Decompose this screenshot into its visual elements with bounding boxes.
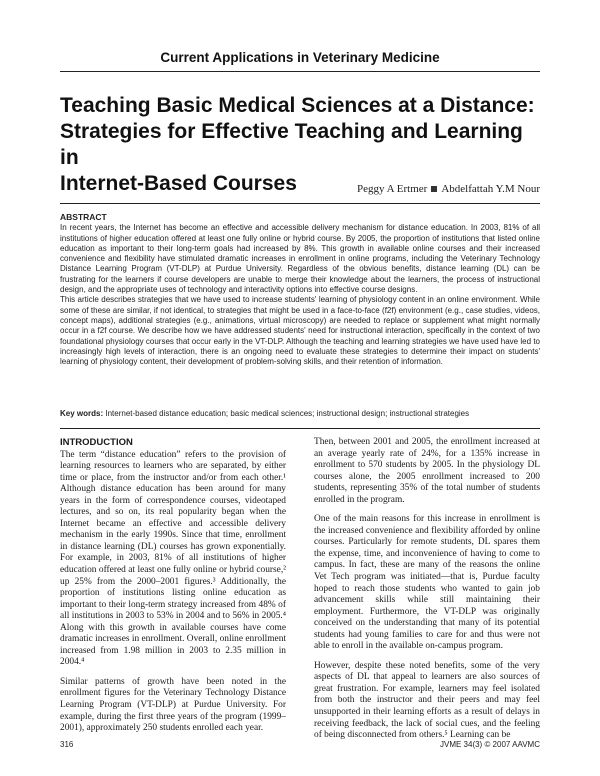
abstract-divider — [60, 203, 540, 204]
title-line: Internet-Based Courses — [60, 172, 297, 195]
body-column-left — [60, 437, 286, 743]
body-paragraph: Then, between 2001 and 2005, the enrollment increased at an average yearly rate of 24%, for a 135% increase in enrollment to 570 students by 2005. In the physiology DL courses alone, the 2005 enrollment increased to 200 students, representing 35% of the total number of students enrolled in the program. — [314, 437, 540, 505]
article-title — [60, 93, 540, 197]
body-paragraph: Similar patterns of growth have been noted in the enrollment figures for the Veterinary Technology Distance Learning Program (VT-DLP) at Purdue University. For example, during the first three years of the program (1999–2001), approximately 250 students enrolled each year. — [60, 676, 286, 734]
abstract-paragraph: In recent years, the Internet has become an effective and accessible delivery mechanism for distance education. In 2003, 81% of all institutions of higher education offered at least one fully online or hybrid course. By 2005, the proportion of institutions that listed online education as important to their long-term goals had increased by 8%. This growth in available online courses and their increased convenience and flexibility have stimulated dramatic increases in enrollment in online programs, including the Veterinary Technology Distance Learning Program (VT-DLP) at Purdue University. Regardless of the obvious benefits, distance learning (DL) can be frustrating for the learners if course developers are unable to merge their knowledge about the learners, the process of instructional design, and the appropriate uses of technology and interactivity options into effective course designs. — [60, 223, 540, 295]
header-divider — [60, 71, 540, 72]
author-separator-icon — [431, 186, 437, 192]
page-number: 316 — [60, 740, 74, 749]
section-header: Current Applications in Veterinary Medicine — [160, 50, 440, 65]
body-paragraph: One of the main reasons for this increase in enrollment is the increased convenience and flexibility afforded by online courses. Particularly for remote students, DL spares them the expense, time, and inconvenience of having to come to campus. In fact, these are many of the reasons the online Vet Tech program was initiated—that is, Purdue faculty hoped to reach those students who wanted to gain job advancement skills while still maintaining their employment. Furthermore, the VT-DLP was originally conceived on the understanding that many of its potential students had young families to care for and thus were not able to enroll in the available on-campus program. — [314, 514, 540, 652]
body-column-right — [314, 437, 540, 750]
keywords-divider — [60, 428, 540, 429]
author-name: Abdelfattah Y.M Nour — [441, 183, 540, 195]
keywords — [60, 409, 540, 418]
section-heading-introduction: INTRODUCTION — [60, 437, 133, 448]
abstract-heading: ABSTRACT — [60, 212, 107, 222]
body-paragraph: The term “distance education” refers to the provision of learning resources to learners who are separated, by either time or place, from the instructor and/or from each other.¹ Although distance education has been around for many years in the form of correspondence courses, videotaped lectures, and so on, its real popularity began when the Internet became an effective and accessible delivery mechanism in the early 1990s. Since that time, enrollment in distance learning (DL) courses has grown exponentially. For example, in 2003, 81% of all institutions of higher education offered at least one fully online or hybrid course,² up 25% from the 2000–2001 figures.³ Additionally, the proportion of institutions listing online education as important to their long-term strategy increased from 48% of all institutions in 2003 to 53% in 2004 and to 56% in 2005.⁴ Along with this growth in available courses have come dramatic increases in enrollment. Overall, online enrollment increased from 1.98 million in 2003 to 2.35 million in 2004.⁴ — [60, 449, 286, 668]
keywords-text: Internet-based distance education; basic medical sciences; instructional design; instructional strategies — [105, 409, 470, 418]
keywords-label: Key words: — [60, 409, 104, 418]
title-line: Strategies for Effective Teaching and Learning in — [60, 120, 523, 169]
abstract-paragraph: This article describes strategies that we have used to increase students' learning of physiology content in an online environment. While some of these are similar, if not identical, to strategies that might be used in a face-to-face (f2f) environment (e.g., case studies, videos, concept maps), additional strategies (e.g., animations, virtual microscopy) are needed to replace or supplement what might normally occur in a f2f course. We describe how we have addressed students' need for instructional interaction, specifically in the context of two foundational physiology courses that occur early in the VT-DLP. Although the teaching and learning strategies we have used have led to increasingly high levels of interaction, there is an ongoing need to evaluate these strategies to determine their impact on students' learning of physiology content, their development of problem-solving skills, and their retention of information. — [60, 295, 540, 367]
journal-citation: JVME 34(3) © 2007 AAVMC — [439, 740, 540, 749]
body-paragraph: However, despite these noted benefits, some of the very aspects of DL that appeal to learners are also sources of great frustration. For example, learners may feel isolated from both the instructor and their peers and may feel unsupported in their learning efforts as a result of delays in receiving feedback, the lack of social cues, and the feeling of being disconnected from others.⁵ Learning can be — [314, 660, 540, 741]
abstract — [60, 212, 540, 367]
title-line: Teaching Basic Medical Sciences at a Distance: — [60, 94, 535, 117]
author-name: Peggy A Ertmer — [357, 183, 428, 195]
author-list — [357, 183, 540, 195]
